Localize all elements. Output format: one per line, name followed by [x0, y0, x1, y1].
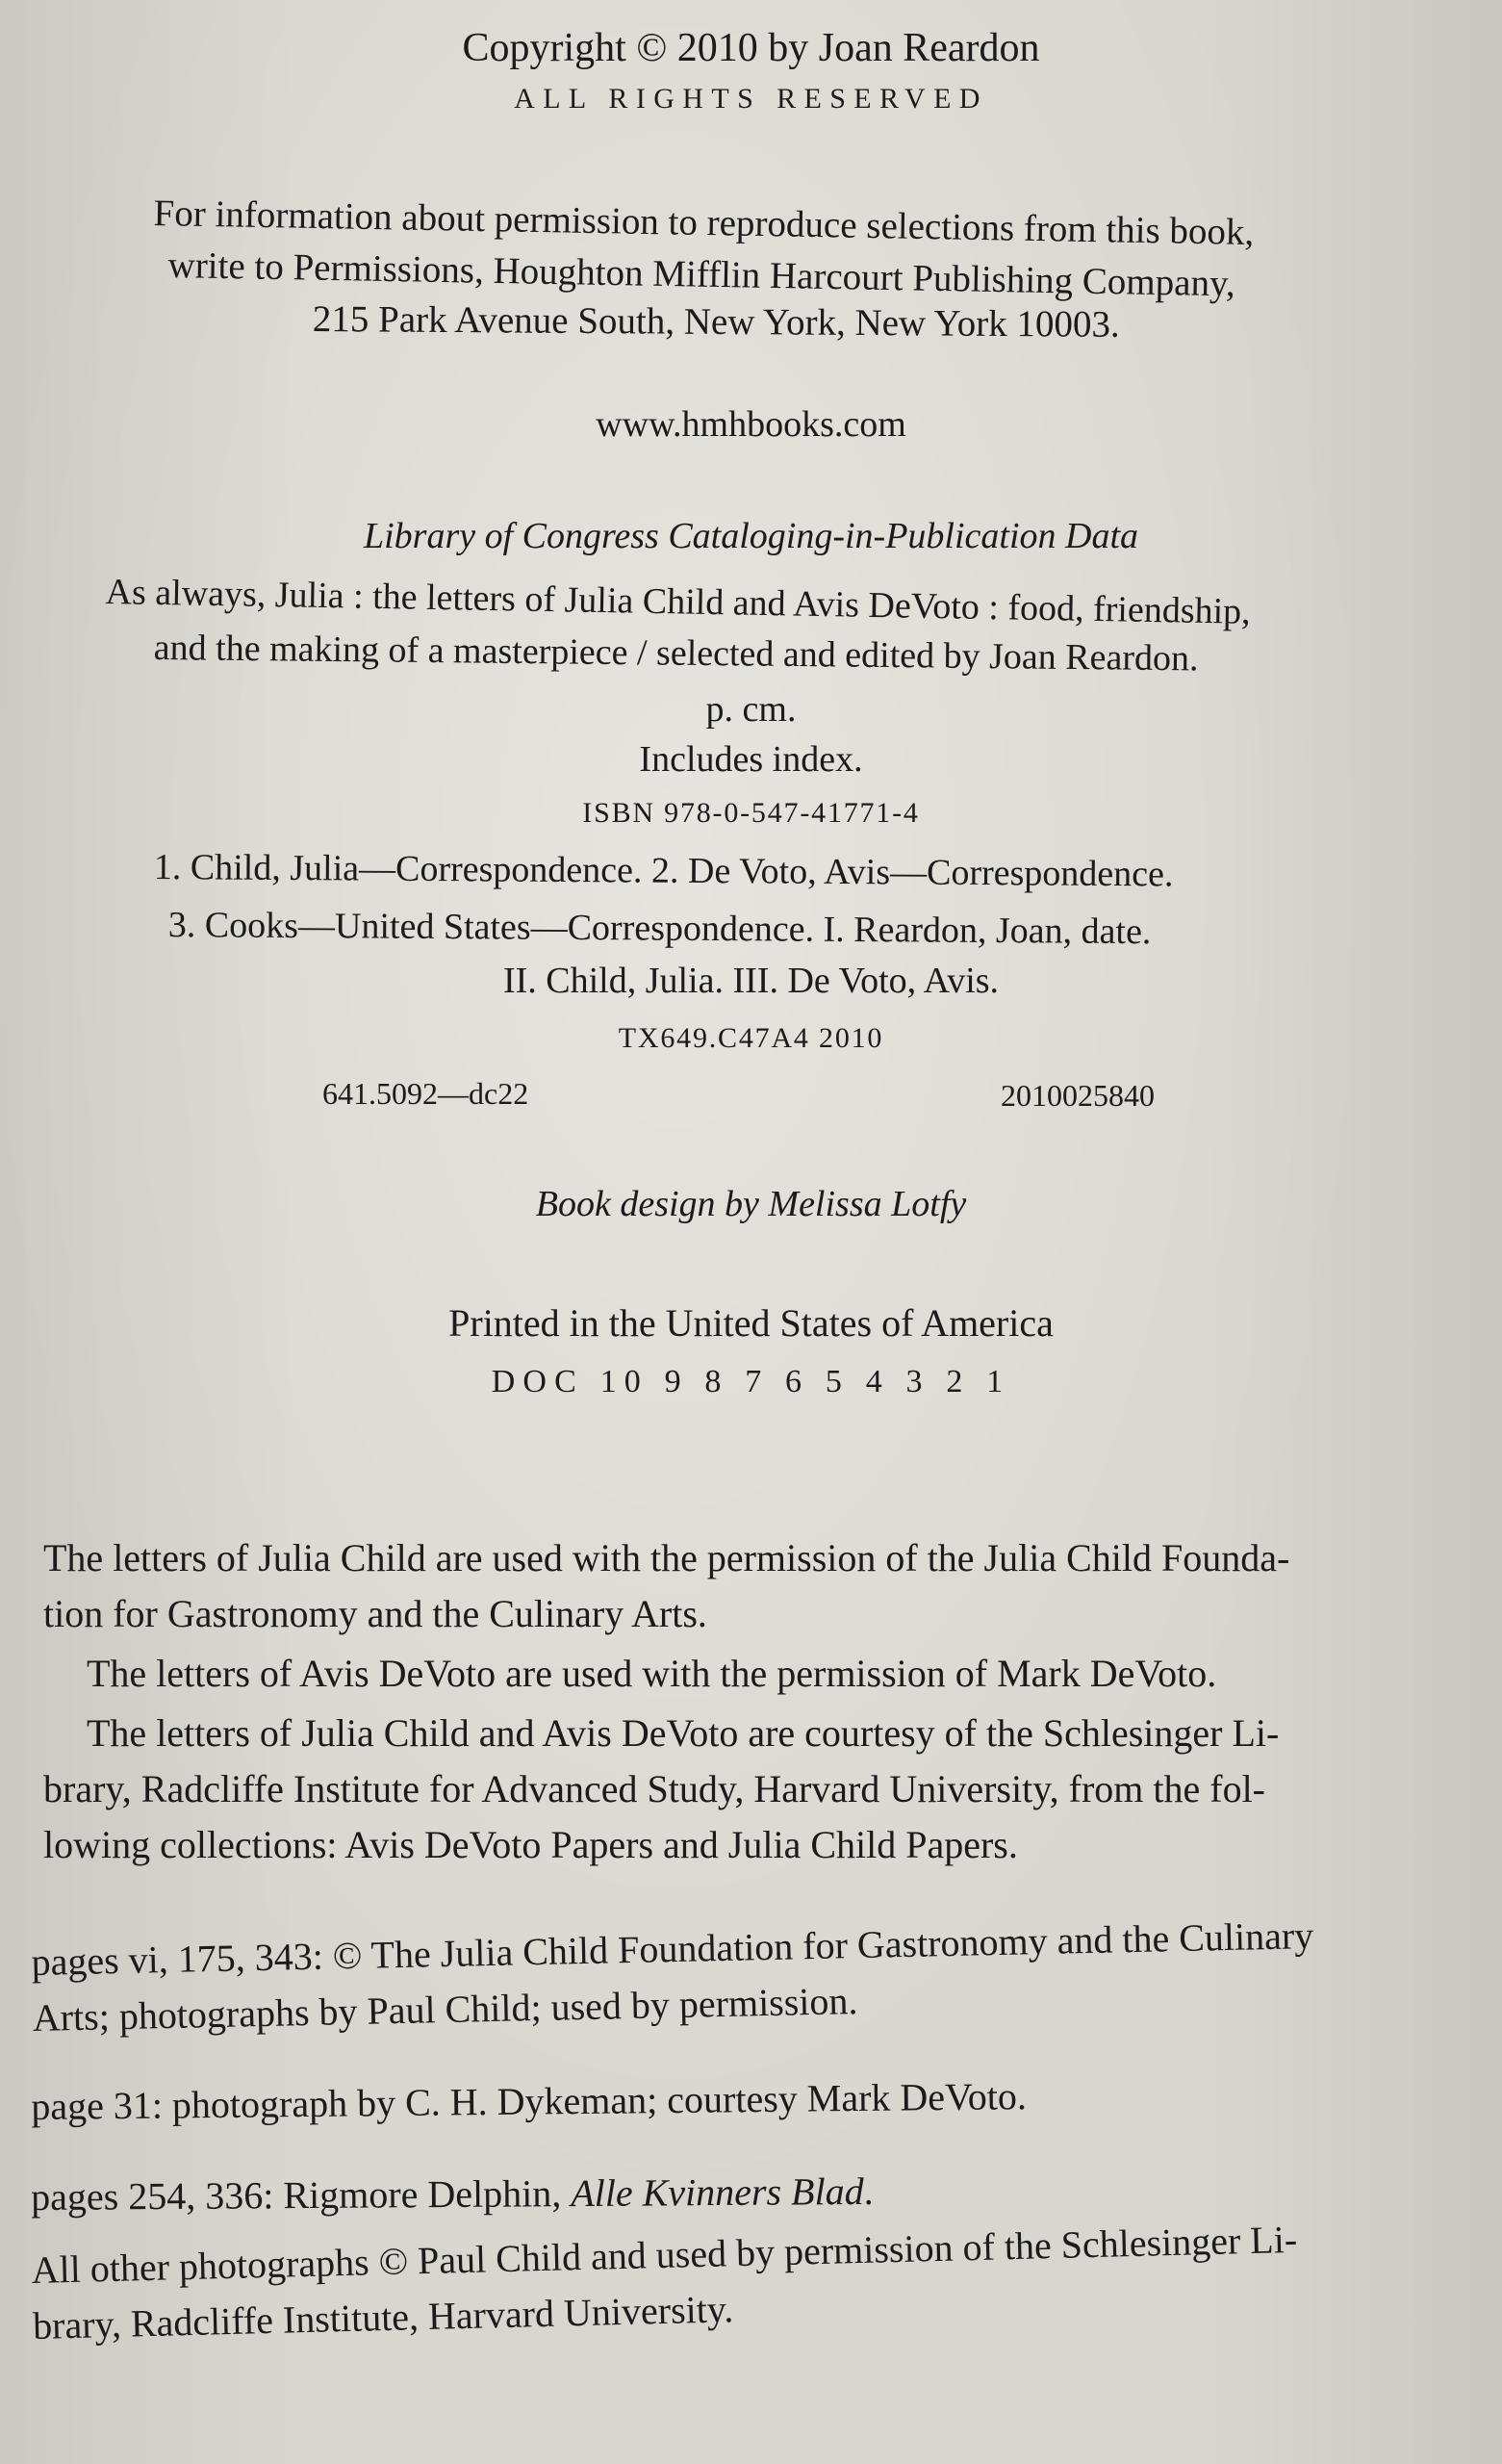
cip-isbn: ISBN 978-0-547-41771-4	[582, 797, 920, 829]
photo-credit-1	[31, 1906, 1428, 2046]
permissions-line-3: 215 Park Avenue South, New York, New York 10003.	[312, 298, 1120, 346]
permissions-line-2: write to Permissions, Houghton Mifflin Harcourt Publishing Company,	[167, 244, 1236, 305]
book-design-credit: Book design by Melissa Lotfy	[535, 1184, 967, 1224]
cip-pcm: p. cm.	[705, 689, 797, 730]
cip-dewey-number: 641.5092—dc22	[322, 1076, 529, 1111]
permissions-line-1: For information about permission to reproduce selections from this book,	[153, 192, 1255, 253]
photo-credit-3-publication: Alle Kvinners Blad	[571, 2169, 864, 2216]
cip-subjects-line-1: 1. Child, Julia—Correspondence. 2. De Voto, Avis—Correspondence.	[153, 847, 1174, 895]
cip-description-line-1: As always, Julia : the letters of Julia Child and Avis DeVoto : food, friendship,	[105, 572, 1251, 632]
letters-p3-line-3: lowing collections: Avis DeVoto Papers and Julia Child Papers.	[43, 1823, 1018, 1866]
cip-call-number: TX649.C47A4 2010	[618, 1022, 884, 1054]
cip-description-line-2: and the making of a masterpiece / selected and edited by Joan Reardon.	[153, 628, 1199, 680]
letters-p1-line-1: The letters of Julia Child are used with the permission of the Julia Child Founda-	[43, 1536, 1290, 1579]
cip-subjects-line-3: II. Child, Julia. III. De Voto, Avis.	[502, 961, 1000, 1001]
cip-title: Library of Congress Cataloging-in-Publication Data	[363, 516, 1139, 556]
photo-credit-2	[31, 2065, 1427, 2135]
all-rights-reserved: ALL RIGHTS RESERVED	[514, 83, 988, 115]
photo-credit-4	[31, 2209, 1428, 2354]
cip-includes-index: Includes index.	[639, 739, 863, 780]
photo-credit-1-line-2: Arts; photographs by Paul Child; used by permission.	[32, 1979, 858, 2040]
letters-p1-line-2: tion for Gastronomy and the Culinary Arts.	[43, 1592, 707, 1635]
letters-permission-julia	[43, 1530, 1429, 1642]
cip-subjects-line-2: 3. Cooks—United States—Correspondence. I. Reardon, Joan, date.	[167, 905, 1152, 953]
letters-p2-line: The letters of Avis DeVoto are used with the permission of Mark DeVoto.	[87, 1652, 1217, 1695]
letters-permission-avis	[43, 1646, 1429, 1702]
letters-p3-line-2: brary, Radcliffe Institute for Advanced Study, Harvard University, from the fol-	[43, 1767, 1265, 1810]
printer-key: DOC 10 9 8 7 6 5 4 3 2 1	[491, 1364, 1011, 1399]
copyright-line: Copyright © 2010 by Joan Reardon	[462, 26, 1040, 70]
letters-p3-line-1: The letters of Julia Child and Avis DeVoto are courtesy of the Schlesinger Li-	[87, 1711, 1280, 1755]
photo-credit-1-line-1: pages vi, 175, 343: © The Julia Child Foundation for Gastronomy and the Culinary	[31, 1913, 1314, 1984]
photo-credit-4-line-1: All other photographs © Paul Child and used by permission of the Schlesinger Li-	[31, 2217, 1298, 2292]
photo-credit-3-prefix: pages 254, 336: Rigmore Delphin,	[31, 2171, 572, 2219]
letters-courtesy-schlesinger	[43, 1706, 1429, 1873]
photo-credit-4-line-2: brary, Radcliffe Institute, Harvard University.	[32, 2287, 734, 2348]
printed-in: Printed in the United States of America	[448, 1301, 1054, 1345]
photo-credit-3-suffix: .	[863, 2169, 874, 2213]
publisher-website: www.hmhbooks.com	[596, 404, 906, 445]
cip-lccn: 2010025840	[1001, 1078, 1155, 1113]
photo-credit-2-line: page 31: photograph by C. H. Dykeman; courtesy Mark DeVoto.	[31, 2074, 1028, 2128]
